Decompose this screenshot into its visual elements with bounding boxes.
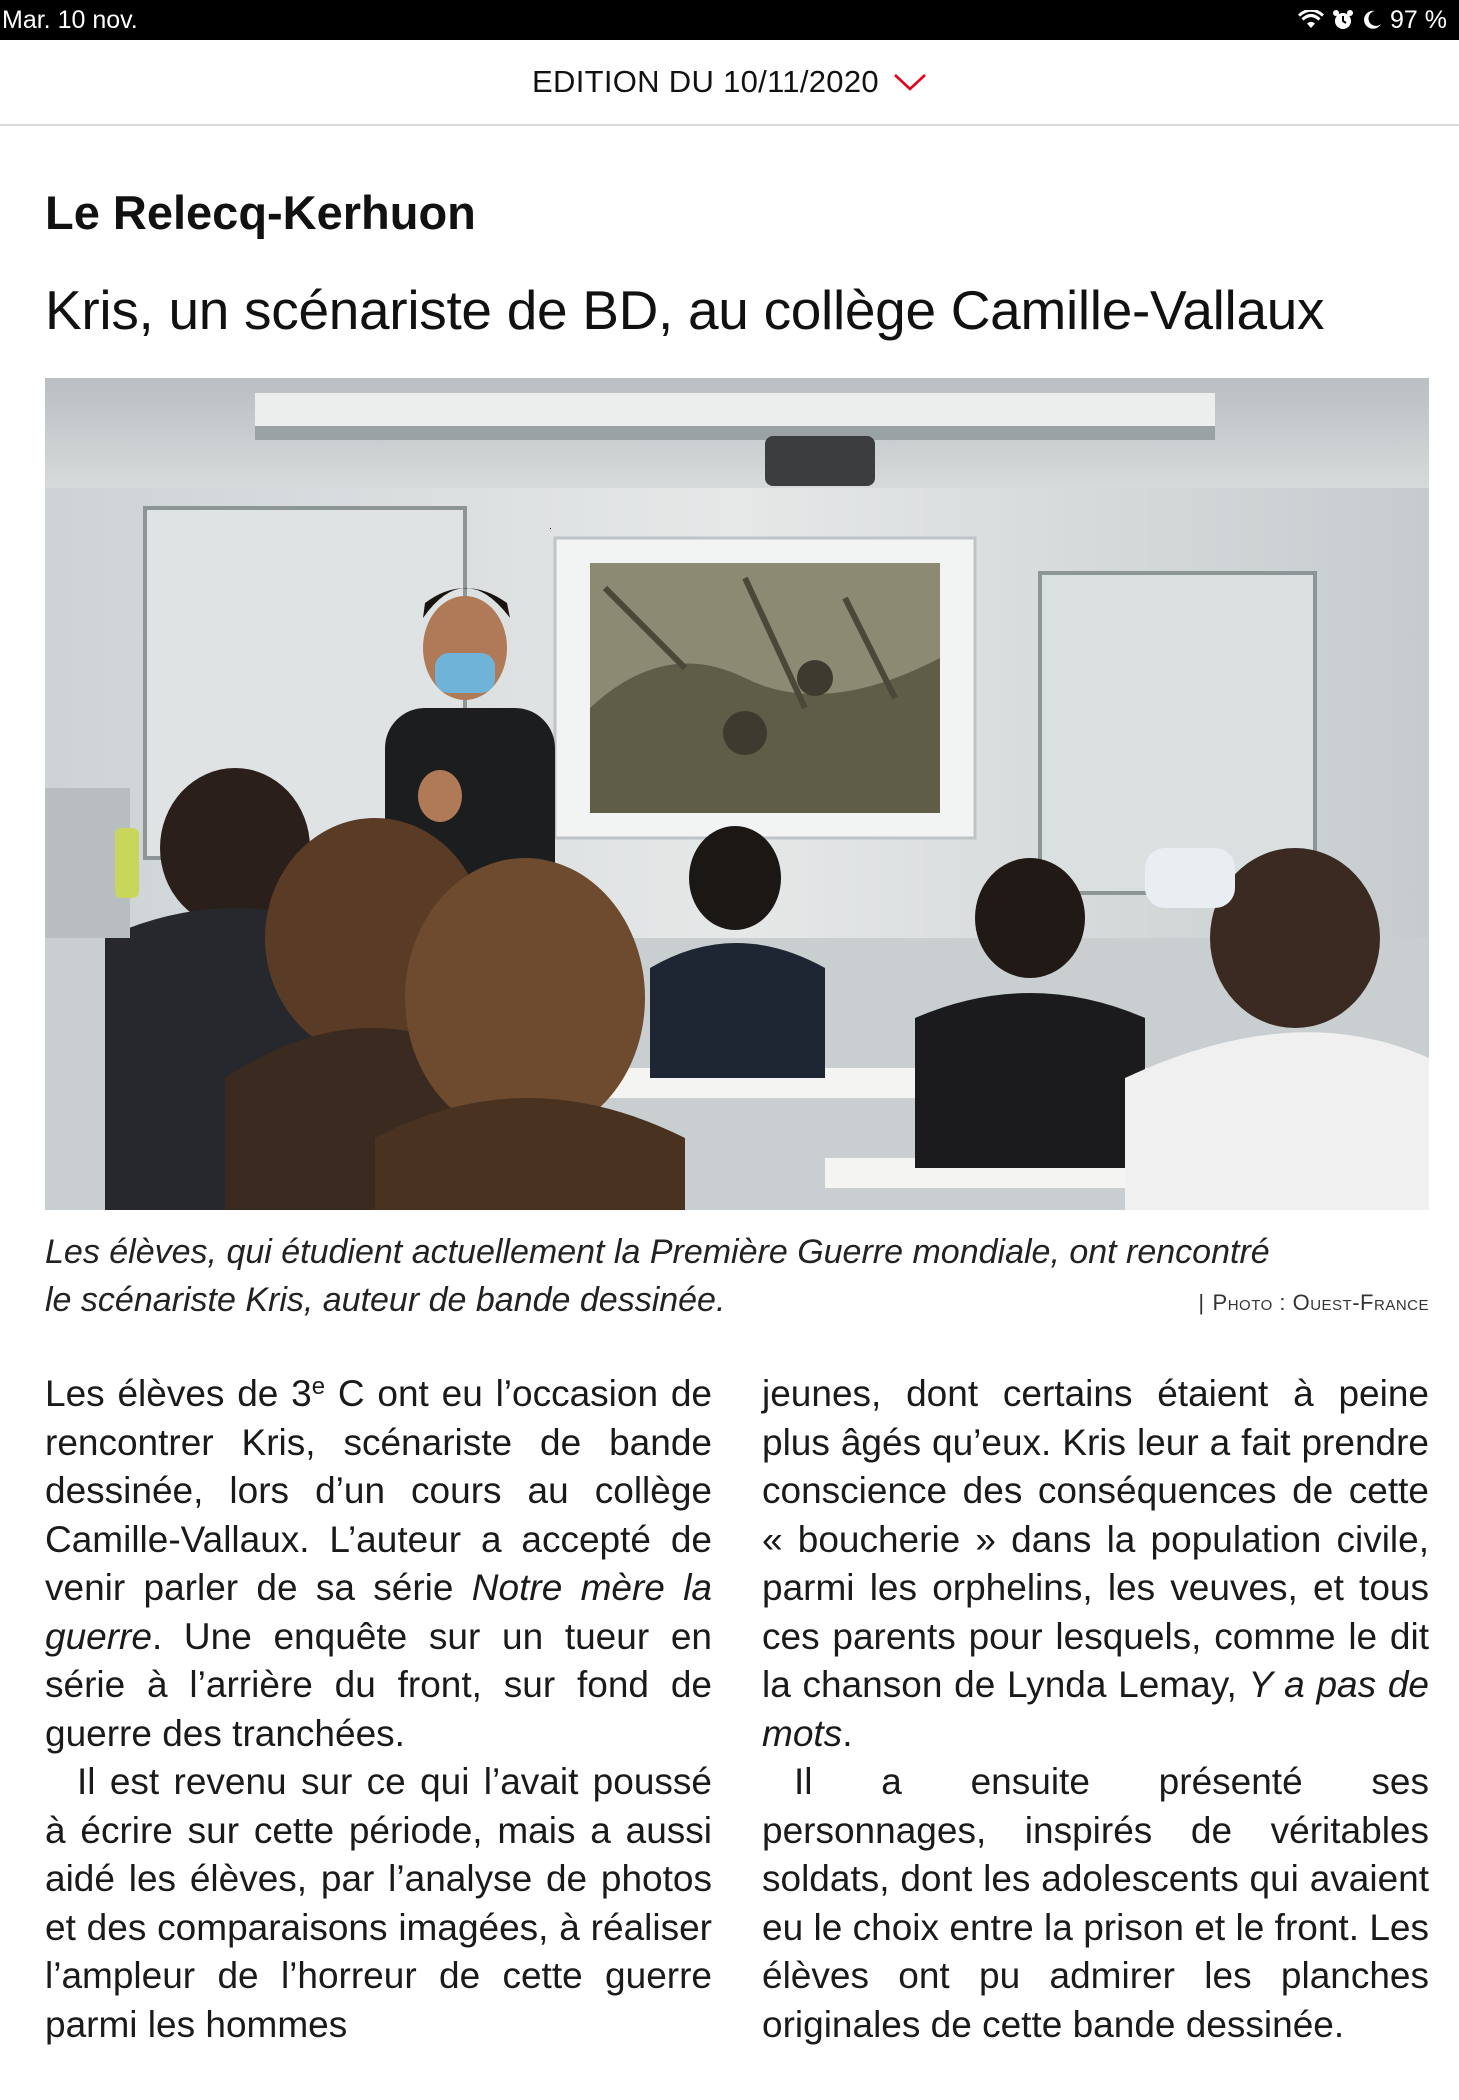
edition-header	[0, 40, 1459, 126]
article-column-right	[762, 1370, 1429, 2070]
status-bar	[0, 0, 1459, 40]
article-headline: Kris, un scénariste de BD, au collège Camille-Vallaux	[45, 279, 1325, 341]
paragraph-3-song-title: Y a pas de mots	[762, 1664, 1429, 1754]
paragraph-1-series-title: Notre mère la guerre	[45, 1567, 712, 1657]
chevron-down-icon	[893, 64, 927, 100]
photo-credit-text: Photo : Ouest-France	[1212, 1290, 1429, 1315]
article-location: Le Relecq-Kerhuon	[45, 186, 476, 239]
paragraph-1-text-a: Les élèves de 3	[45, 1373, 312, 1414]
paragraph-1	[45, 1370, 712, 1758]
paragraph-1-text-c: . Une enquête sur un tueur en série à l’arrière du front, sur fond de guerre des tranchées.	[45, 1615, 712, 1754]
paragraph-1-superscript: e	[311, 1373, 326, 1400]
paragraph-4: Il a ensuite présenté ses personnages, inspirés de véritables soldats, dont les adolescents qui avaient eu le choix entre la prison et le front. Les élèves ont pu admirer les planches originales de cette bande dessinée.	[762, 1761, 1429, 2045]
photo-caption-line-1: Les élèves, qui étudient actuellement la Première Guerre mondiale, ont rencontré	[45, 1233, 1270, 1271]
moon-icon	[1362, 9, 1382, 31]
photo-caption-line-2: le scénariste Kris, auteur de bande dessinée.	[45, 1281, 726, 1319]
article-body	[45, 1370, 1429, 2070]
article-column-left	[45, 1370, 712, 2070]
edition-selector[interactable]	[532, 64, 927, 100]
battery-percentage: 97 %	[1390, 5, 1447, 34]
article-photo[interactable]	[45, 378, 1429, 1210]
paragraph-1-text-b: C ont eu l’occasion de rencontrer Kris, scénariste de bande dessinée, lors d’un cours au collège Camille-Vallaux. L’auteur a accepté de venir parler de sa série	[45, 1373, 712, 1608]
photo-credit: | Photo : Ouest-France	[1198, 1290, 1429, 1315]
wifi-icon	[1298, 10, 1324, 30]
paragraph-2: Il est revenu sur ce qui l’avait poussé à écrire sur cette période, mais a aussi aidé les élèves, par l’analyse de photos et des comparaisons imagées, à réaliser l’ampleur de l’horreur de cette guerre parmi les hommes	[45, 1761, 712, 2045]
edition-label: EDITION DU 10/11/2020	[532, 64, 879, 99]
paragraph-3	[762, 1370, 1429, 1758]
classroom-photo	[45, 378, 1429, 1210]
status-datetime: Mar. 10 nov.	[2, 5, 138, 34]
alarm-icon	[1332, 9, 1354, 31]
paragraph-3-text-b: .	[842, 1712, 853, 1754]
status-icons	[1298, 6, 1447, 35]
paragraph-3-text-a: jeunes, dont certains étaient à peine plus âgés qu’eux. Kris leur a fait prendre conscience des conséquences de cette « boucherie » dans la population civile, parmi les orphelins, les veuves, et tous ces parents pour lesquels, comme le dit la chanson de Lynda Lemay,	[762, 1373, 1429, 1705]
